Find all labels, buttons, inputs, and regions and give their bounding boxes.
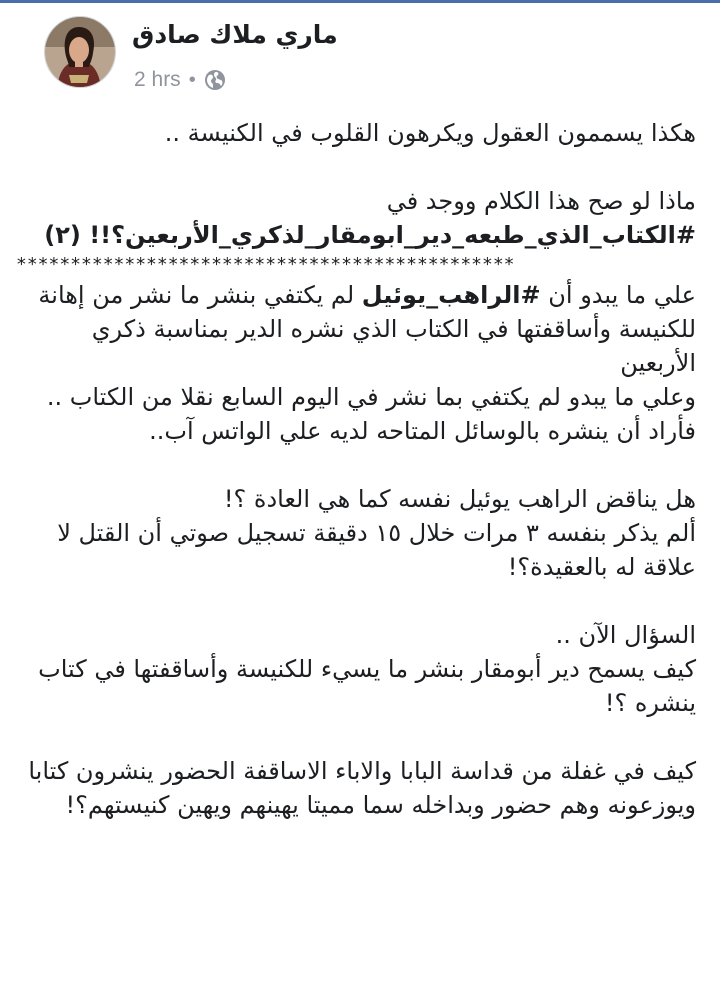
spacer xyxy=(16,584,696,618)
hashtag-book-suffix: ؟!! (٢) xyxy=(44,221,126,249)
hashtag-monk[interactable]: #الراهب_يوئيل xyxy=(361,281,541,309)
author-avatar[interactable] xyxy=(44,16,116,88)
stars-divider: ********************************************** xyxy=(16,254,515,275)
post-question-3: السؤال الآن .. xyxy=(555,621,696,649)
post-meta xyxy=(134,65,226,95)
para1-start: علي ما يبدو أن xyxy=(540,281,696,309)
post-question-1: هل يناقض الراهب يوئيل نفسه كما هي العادة ؟! xyxy=(223,485,696,513)
hashtag-book[interactable]: #الكتاب_الذي_طبعه_دير_ابومقار_لذكري_الأربعين xyxy=(125,221,696,249)
globe-icon[interactable] xyxy=(204,69,226,91)
top-border xyxy=(0,0,720,3)
para1-rest: لم يكتفي بنشر ما نشر من إهانة للكنيسة وأساقفتها في الكتاب الذي نشره الدير بمناسبة ذكري الأربعين xyxy=(38,281,696,377)
post-line-question: ماذا لو صح هذا الكلام ووجد في xyxy=(386,187,696,215)
post-text xyxy=(16,116,696,822)
spacer xyxy=(16,720,696,754)
post-line-intro: هكذا يسممون العقول ويكرهون القلوب في الكنيسة .. xyxy=(164,119,696,147)
author-name[interactable]: ماري ملاك صادق xyxy=(132,20,338,49)
spacer xyxy=(16,150,696,184)
post-question-5: كيف في غفلة من قداسة البابا والاباء الاساقفة الحضور ينشرون كتابا ويوزعونه وهم حضور وبداخله سما مميتا يهينهم ويهين كنيستهم؟! xyxy=(28,757,696,819)
post-line-hashtag xyxy=(16,218,696,252)
post-timestamp[interactable]: 2 hrs xyxy=(134,68,181,91)
profile-photo-icon xyxy=(44,17,115,88)
post-header xyxy=(0,6,720,101)
post-question-2: ألم يذكر بنفسه ٣ مرات خلال ١٥ دقيقة تسجيل صوتي أن القتل لا علاقة له بالعقيدة؟! xyxy=(57,519,696,581)
post-question-4: كيف يسمح دير أبومقار بنشر ما يسيء للكنيسة وأساقفتها في كتاب ينشره ؟! xyxy=(38,655,696,717)
meta-separator: • xyxy=(188,68,196,91)
post-paragraph-1 xyxy=(16,278,696,380)
post-paragraph-2: وعلي ما يبدو لم يكتفي بما نشر في اليوم السابع نقلا من الكتاب .. فأراد أن ينشره بالوسائل المتاحه لديه علي الواتس آب.. xyxy=(46,383,696,445)
spacer xyxy=(16,448,696,482)
